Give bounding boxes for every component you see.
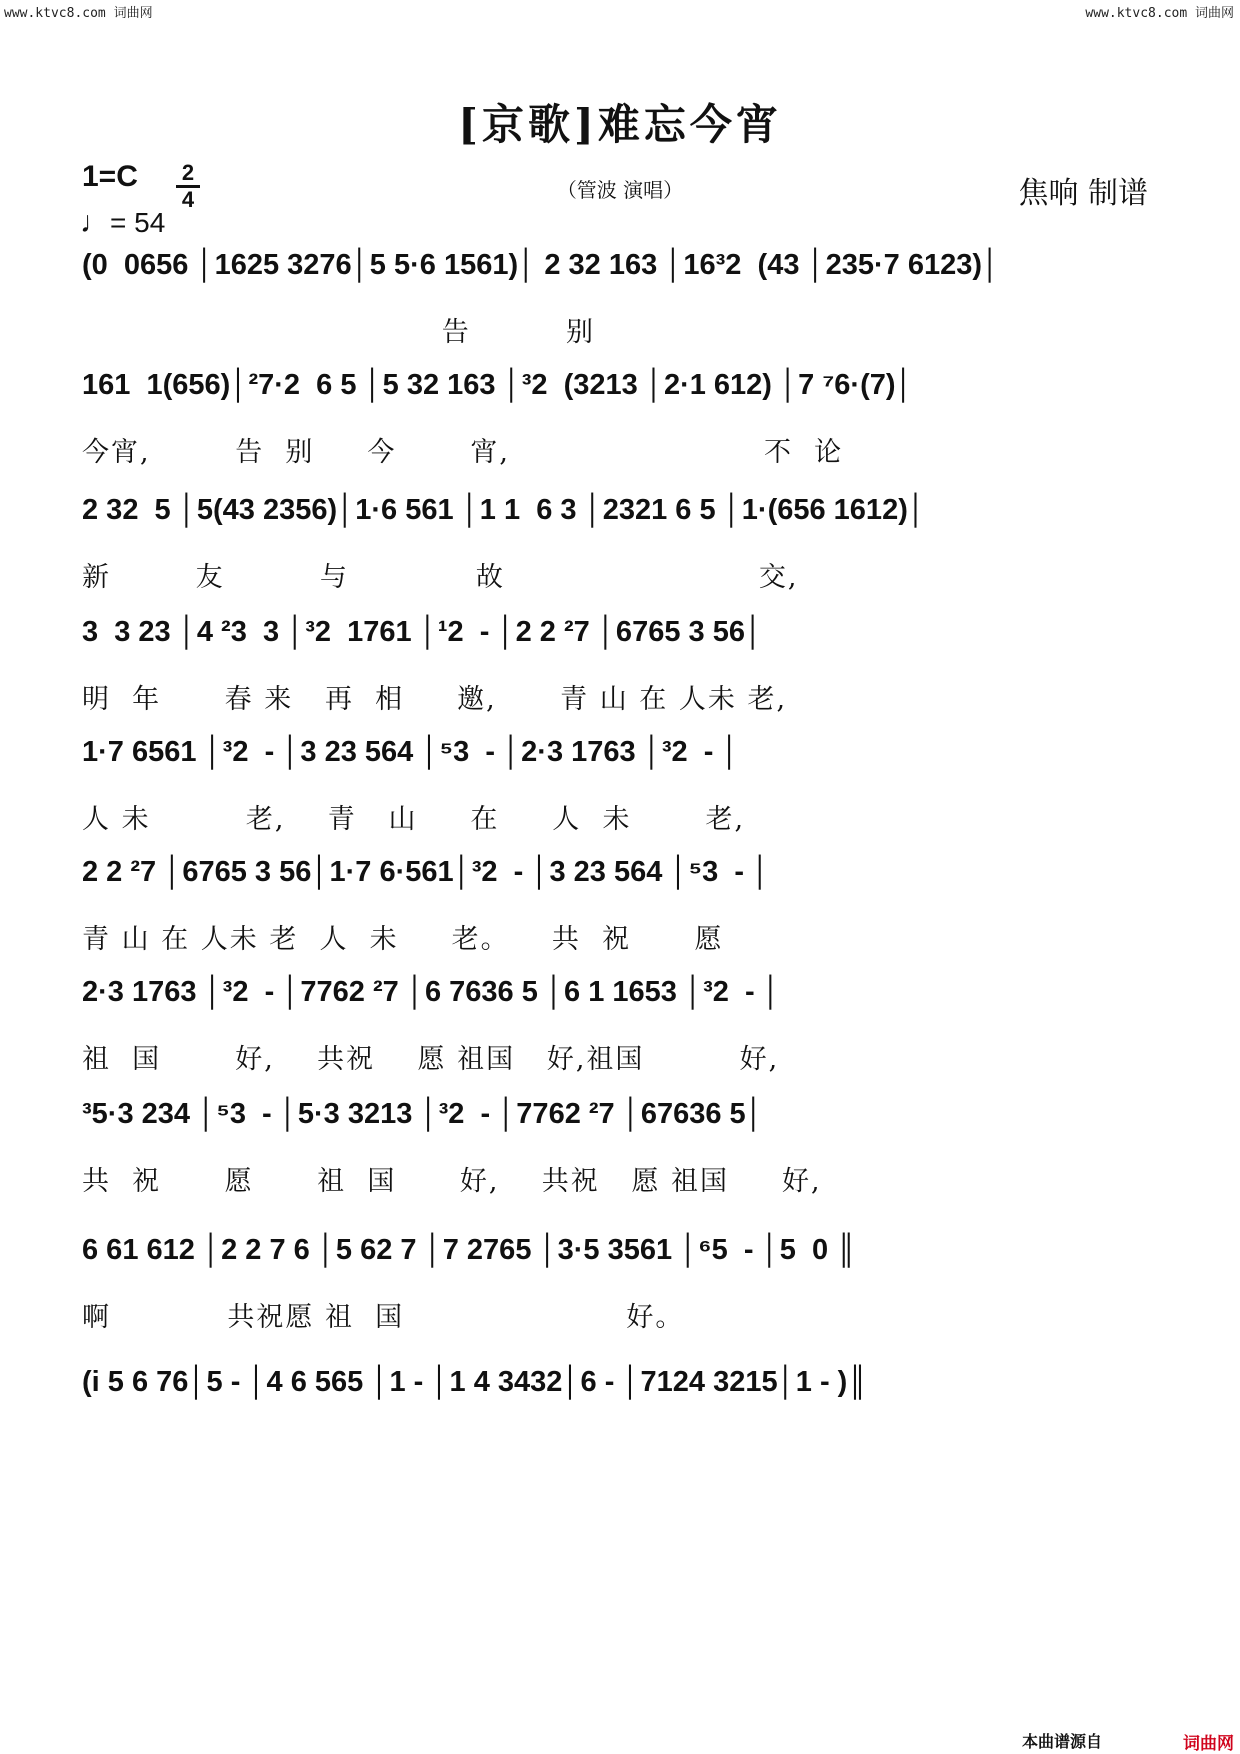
arranger-credit: 焦响 制谱: [1018, 176, 1148, 211]
score-line-2: [82, 365, 1152, 473]
score-line-1: [82, 245, 1152, 353]
singer-credit: （管波 演唱）: [556, 178, 684, 202]
header-right-watermark: www.ktvc8.com 词曲网: [1085, 6, 1234, 21]
score-line-10: [82, 1362, 1152, 1402]
notes-line-7: 2·3 1763 │³2 - │7762 ²7 │6 7636 5 │6 1 1653 │³2 - │: [82, 976, 781, 1008]
notes-line-10: (i 5 6 76│5 - │4 6 565 │1 - │1 4 3432│6 - │7124 3215│1 - )║: [82, 1366, 868, 1398]
lyrics-line-1: 告 别: [82, 317, 596, 348]
tempo-value: = 54: [110, 207, 166, 238]
notes-line-5: 1·7 6561 │³2 - │3 23 564 │⁵3 - │2·3 1763 │³2 - │: [82, 736, 740, 768]
lyrics-line-4: 明 年 春 来 再 相 邀, 青 山 在 人未 老,: [82, 684, 788, 715]
score-line-4: [82, 612, 1152, 720]
lyrics-line-9: 啊 共祝愿 祖 国 好。: [82, 1302, 685, 1333]
lyrics-line-6: 青 山 在 人未 老 人 未 老。 共 祝 愿: [82, 924, 724, 955]
score-line-3: [82, 490, 1152, 598]
notes-line-1: (0 0656 │1625 3276│5 5·6 1561)│ 2 32 163 │16³2 (43 │235·7 6123)│: [82, 249, 1001, 281]
notes-line-9: 6 61 612 │2 2 7 6 │5 62 7 │7 2765 │3·5 3561 │⁶5 - │5 0 ║: [82, 1234, 857, 1266]
lyrics-line-5: 人 未 老, 青 山 在 人 未 老,: [82, 804, 746, 835]
score-line-7: [82, 972, 1152, 1080]
tempo-marking: [80, 206, 165, 240]
page-title: [京歌]难忘今宵: [458, 100, 782, 149]
notes-line-3: 2 32 5 │5(43 2356)│1·6 561 │1 1 6 3 │2321 6 5 │1·(656 1612)│: [82, 494, 926, 526]
footer-source-text: 本曲谱源自: [1021, 1732, 1102, 1751]
lyrics-line-8: 共 祝 愿 祖 国 好, 共祝 愿 祖国 好,: [82, 1166, 822, 1197]
time-signature-bottom: 4: [181, 187, 195, 212]
notes-line-8: ³5·3 234 │⁵3 - │5·3 3213 │³2 - │7762 ²7 │67636 5│: [82, 1098, 764, 1130]
score-line-6: [82, 852, 1152, 960]
lyrics-line-2: 今宵, 告 别 今 宵, 不 论: [82, 437, 844, 468]
notes-line-4: 3 3 23 │4 ²3 3 │³2 1761 │¹2 - │2 2 ²7 │6765 3 56│: [82, 616, 764, 648]
header-left-watermark: www.ktvc8.com 词曲网: [4, 6, 153, 21]
notes-line-2: 161 1(656)│²7·2 6 5 │5 32 163 │³2 (3213 │2·1 612) │7 ⁷6·(7)│: [82, 369, 914, 401]
time-signature-top: 2: [181, 160, 195, 185]
quarter-note-icon: ♩: [80, 206, 110, 239]
footer-logo[interactable]: 词曲网: [1183, 1734, 1234, 1754]
score-line-9: [82, 1230, 1152, 1338]
notes-line-6: 2 2 ²7 │6765 3 56│1·7 6·561│³2 - │3 23 564 │⁵3 - │: [82, 856, 771, 888]
lyrics-line-3: 新 友 与 故 交,: [82, 562, 799, 593]
score-line-8: [82, 1094, 1152, 1202]
key-signature: 1=C: [82, 160, 138, 193]
lyrics-line-7: 祖 国 好, 共祝 愿 祖国 好,祖国 好,: [82, 1044, 780, 1075]
score-line-5: [82, 732, 1152, 840]
